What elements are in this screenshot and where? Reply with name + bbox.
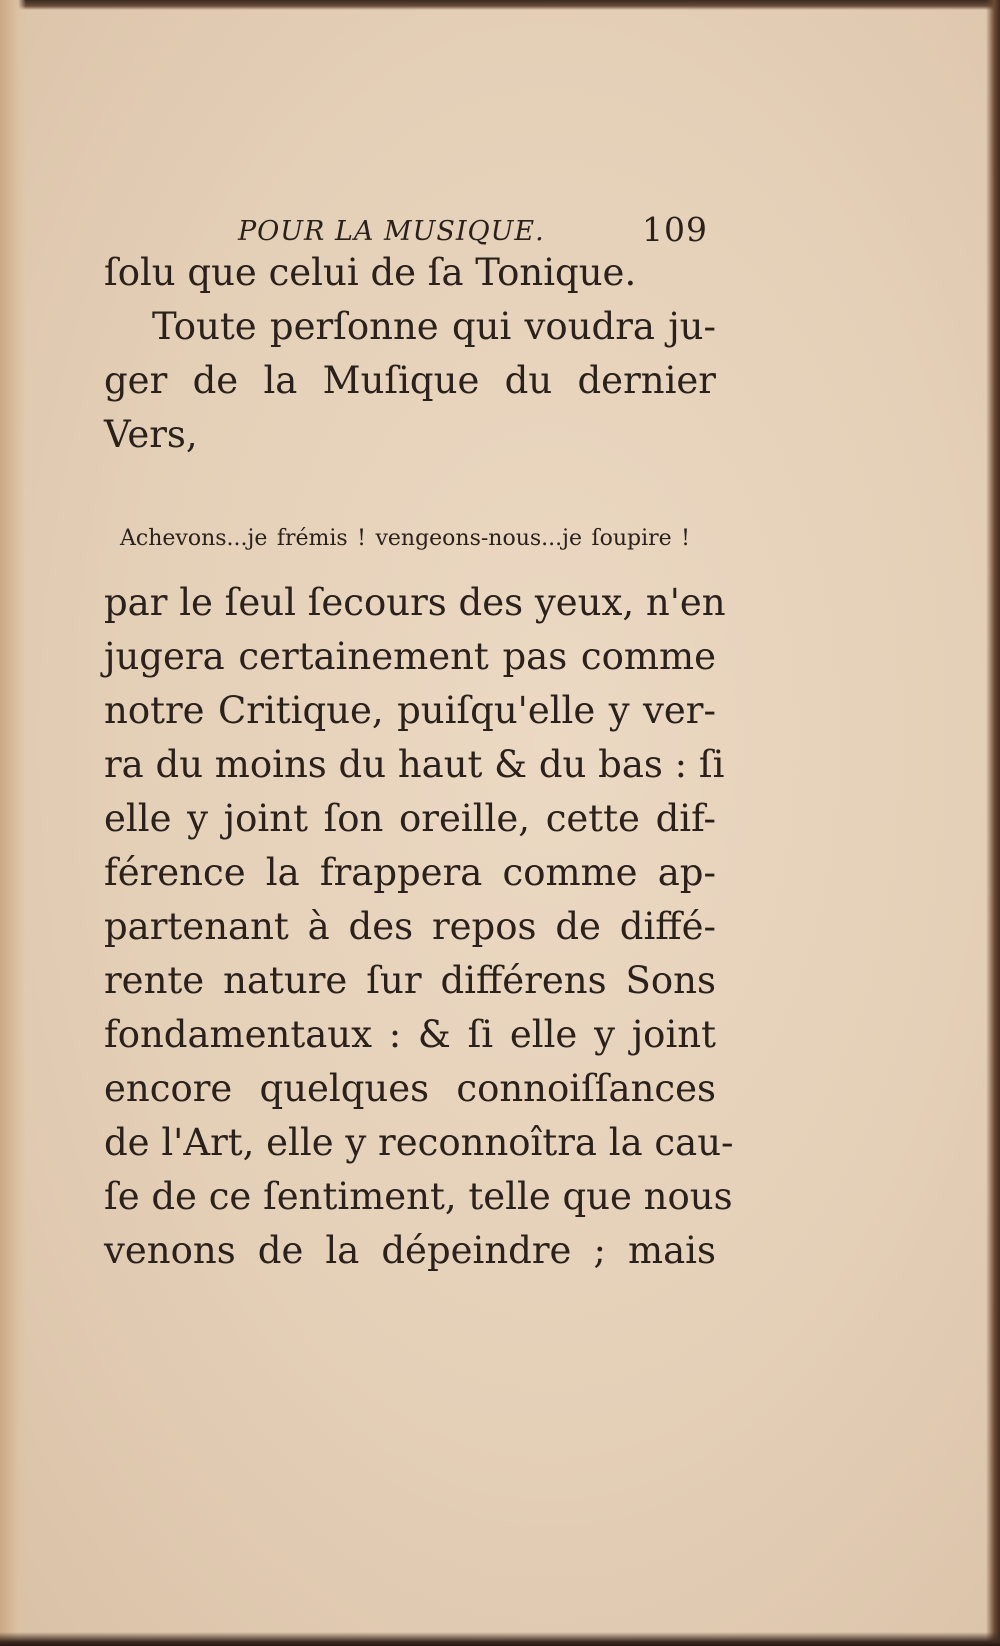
page-left-edge [0, 0, 26, 1646]
page-number: 109 [642, 210, 708, 249]
text-line: par le ſeul ſecours des yeux, n'en [104, 581, 726, 624]
text-line: partenant à des repos de diffé- [104, 905, 716, 948]
running-head [238, 210, 708, 250]
running-head-title: POUR LA MUSIQUE. [238, 216, 545, 247]
text-line: elle y joint ſon oreille, cette dif- [104, 797, 716, 840]
text-line: Toute perſonne qui voudra ju- [152, 305, 716, 348]
text-line: ſolu que celui de ſa Tonique. [104, 251, 637, 294]
text-line: ra du moins du haut & du bas : ſi [104, 743, 725, 786]
text-line: encore quelques connoiſſances [104, 1067, 716, 1110]
page-top-edge [0, 0, 1000, 10]
page-right-edge [986, 0, 1000, 1646]
text-line: rente nature ſur différens Sons [104, 959, 716, 1002]
verse-quotation: Achevons...je frémis ! vengeons-nous...je ſoupire ! [120, 526, 690, 551]
text-line: jugera certainement pas comme [104, 635, 716, 678]
text-line: ſe de ce ſentiment, telle que nous [104, 1175, 733, 1218]
page-bottom-edge [0, 1632, 1000, 1646]
text-line: de l'Art, elle y reconnoîtra la cau- [104, 1121, 734, 1164]
text-line: fondamentaux : & ſi elle y joint [104, 1013, 716, 1056]
text-line: férence la frappera comme ap- [104, 851, 716, 894]
text-line: venons de la dépeindre ; mais [104, 1229, 716, 1272]
text-line: notre Critique, puiſqu'elle y ver- [104, 689, 716, 732]
text-line: ger de la Muſique du dernier [104, 359, 716, 402]
text-line: Vers, [104, 413, 198, 456]
